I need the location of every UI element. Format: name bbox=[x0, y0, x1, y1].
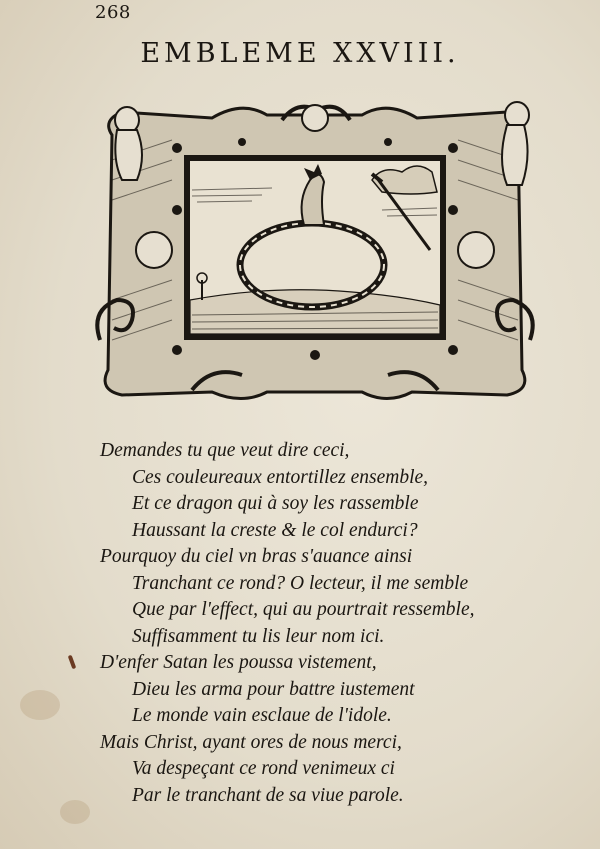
poem-line: Pourquoy du ciel vn bras s'auance ainsi bbox=[100, 546, 413, 567]
poem-line: Le monde vain esclaue de l'idole. bbox=[132, 705, 392, 726]
paper-stain bbox=[20, 690, 60, 720]
poem-line: Dieu les arma pour battre iustement bbox=[132, 678, 415, 700]
poem bbox=[100, 438, 560, 809]
emblem-woodcut-icon bbox=[92, 100, 538, 405]
poem-line: Suffisamment tu lis leur nom ici. bbox=[132, 625, 385, 647]
poem-line: Que par l'effect, qui au pourtrait ressemble, bbox=[132, 599, 475, 620]
paper-stain bbox=[60, 800, 90, 824]
poem-line: D'enfer Satan les poussa vistement, bbox=[100, 652, 377, 673]
page-number: 268 bbox=[95, 2, 131, 23]
poem-line: Tranchant ce rond? O lecteur, il me semble bbox=[132, 572, 469, 594]
poem-line: Et ce dragon qui à soy les rassemble bbox=[132, 493, 419, 514]
poem-line: Mais Christ, ayant ores de nous merci, bbox=[100, 731, 402, 753]
poem-line: Haussant la creste & le col endurci? bbox=[132, 519, 418, 541]
poem-line: Ces couleureaux entortillez ensemble, bbox=[132, 466, 429, 488]
margin-mark bbox=[68, 655, 77, 670]
page-title: EMBLEME XXVIII. bbox=[140, 38, 460, 69]
poem-line: Par le tranchant de sa viue parole. bbox=[132, 784, 404, 806]
poem-line: Va despeçant ce rond venimeux ci bbox=[132, 758, 395, 779]
poem-line: Demandes tu que veut dire ceci, bbox=[100, 440, 350, 461]
